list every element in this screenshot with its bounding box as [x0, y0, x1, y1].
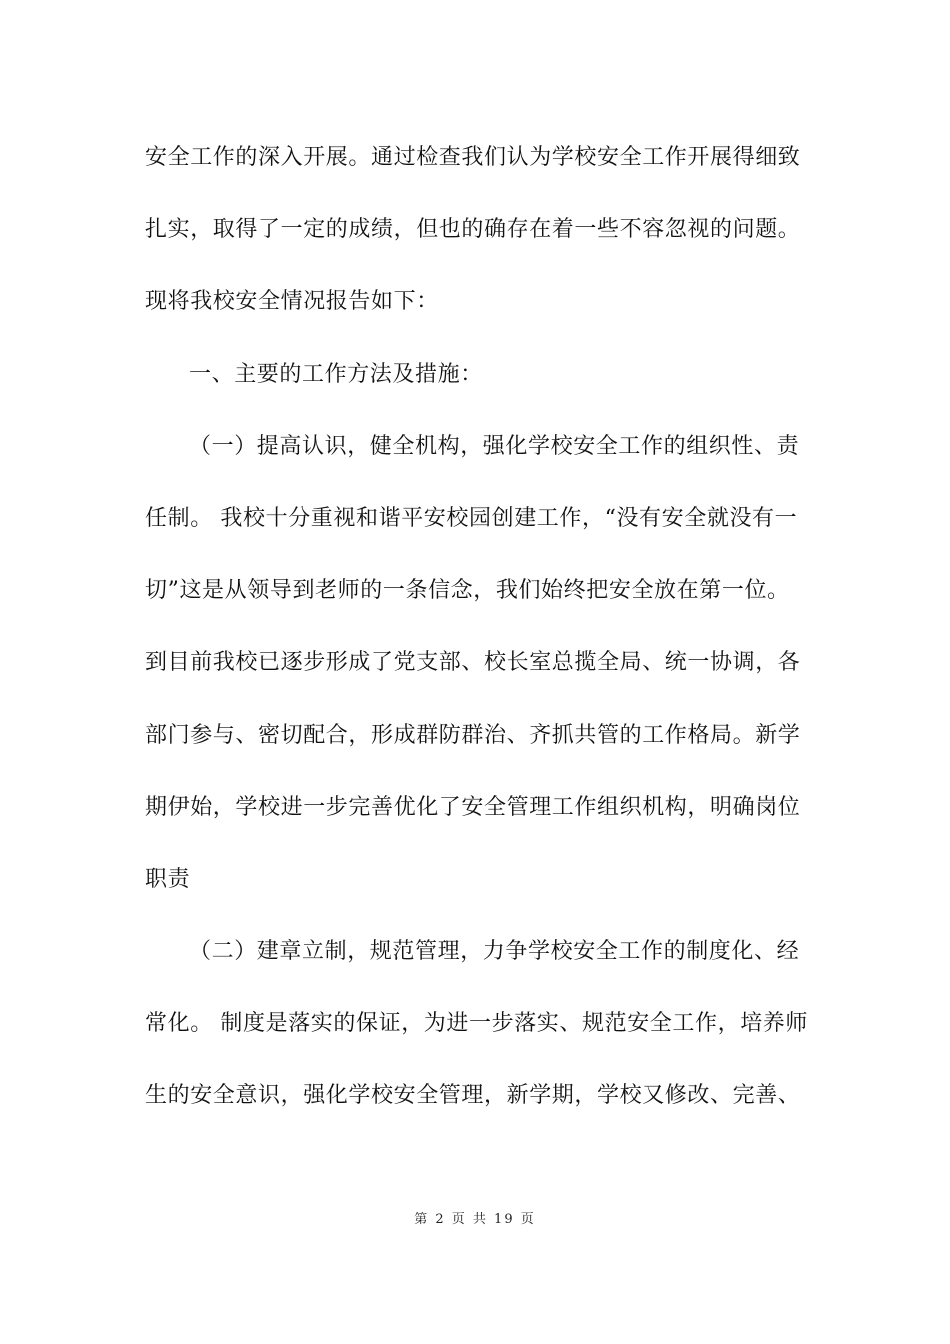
- subsection-heading-1: （一）提高认识，健全机构，强化学校安全工作的组织性、责: [189, 433, 800, 459]
- text-line-14: 生的安全意识，强化学校安全管理，新学期，学校又修改、完善、: [145, 1083, 801, 1109]
- text-line-11: 职责: [145, 866, 191, 892]
- section-heading-1: 一、主要的工作方法及措施：: [189, 361, 483, 387]
- text-line-2: 扎实，取得了一定的成绩，但也的确存在着一些不容忽视的问题。: [145, 217, 801, 243]
- text-line-13: 常化。 制度是落实的保证，为进一步落实、规范安全工作，培养师: [145, 1011, 808, 1037]
- text-line-9: 部门参与、密切配合，形成群防群治、齐抓共管的工作格局。新学: [145, 722, 801, 748]
- text-line-3: 现将我校安全情况报告如下：: [145, 289, 439, 315]
- text-line-1: 安全工作的深入开展。通过检查我们认为学校安全工作开展得细致: [145, 145, 801, 170]
- body-text: [145, 136, 808, 1147]
- text-line-7: 切”这是从领导到老师的一条信念，我们始终把安全放在第一位。: [145, 578, 790, 604]
- text-line-6: 任制。 我校十分重视和谐平安校园创建工作，“没有安全就没有一: [145, 505, 798, 531]
- page-footer: [0, 1208, 950, 1227]
- page-number: 第 2 页 共 19 页: [414, 1212, 536, 1227]
- subsection-heading-2: （二）建章立制，规范管理，力争学校安全工作的制度化、经: [189, 939, 800, 965]
- text-line-8: 到目前我校已逐步形成了党支部、校长室总揽全局、统一协调，各: [145, 650, 801, 676]
- text-line-10: 期伊始，学校进一步完善优化了安全管理工作组织机构，明确岗位: [145, 794, 801, 820]
